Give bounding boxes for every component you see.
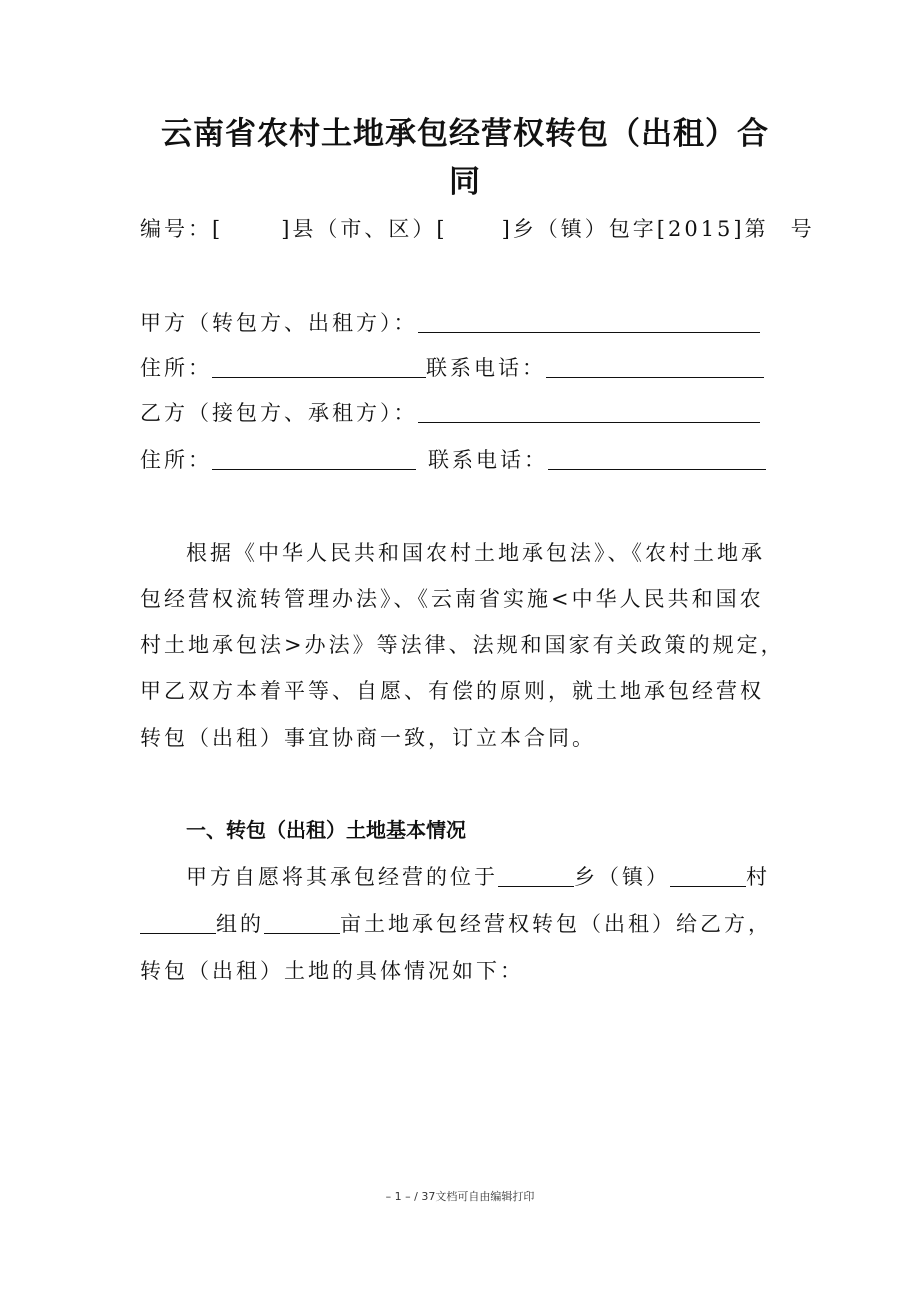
party-a-address-blank[interactable] <box>212 355 426 378</box>
contract-number-line <box>140 214 815 244</box>
document-title-line1: 云南省农村土地承包经营权转包（出租）合 <box>161 116 769 152</box>
party-b-blank[interactable] <box>418 400 760 423</box>
section-1-line-1-b: 乡（镇） <box>574 865 670 889</box>
party-a-address-label: 住所： <box>140 356 212 380</box>
section-1-heading: 一、转包（出租）土地基本情况 <box>186 818 466 842</box>
party-b-label: 乙方（接包方、承租方）： <box>140 401 418 425</box>
section-1-line-2-b: 亩土地承包经营权转包（出租）给乙方， <box>340 912 772 936</box>
section-1-line-1-c: 村 <box>746 865 770 889</box>
party-a-label: 甲方（转包方、出租方）： <box>140 311 418 335</box>
page-footer: – 1 – / 37文档可自由编辑打印 <box>385 1190 535 1203</box>
preamble-line-5: 转包（出租）事宜协商一致，订立本合同。 <box>140 726 596 750</box>
group-blank[interactable] <box>140 911 216 934</box>
section-1-line-2-a: 组的 <box>216 912 264 936</box>
party-a-phone-label: 联系电话： <box>426 356 546 380</box>
section-1-line-1-a: 甲方自愿将其承包经营的位于 <box>186 865 498 889</box>
number-suffix: 号 <box>790 217 815 241</box>
party-a-phone-blank[interactable] <box>546 355 764 378</box>
preamble-line-3: 村土地承包法>办法》等法律、法规和国家有关政策的规定， <box>140 633 785 657</box>
number-label: 编号：[ <box>140 217 224 241</box>
section-1-line-3: 转包（出租）土地的具体情况如下： <box>140 959 524 983</box>
party-a-line <box>140 308 760 338</box>
section-1-line-1 <box>186 862 770 892</box>
section-1-line-2 <box>140 909 772 939</box>
party-b-address-label: 住所： <box>140 448 212 472</box>
document-title-line2: 同 <box>449 164 481 200</box>
preamble-line-2: 包经营权流转管理办法》、《云南省实施<中华人民共和国农 <box>140 587 764 611</box>
party-b-contact-line <box>140 445 766 475</box>
town-blank[interactable] <box>498 864 574 887</box>
party-b-phone-label: 联系电话： <box>428 448 548 472</box>
area-blank[interactable] <box>264 911 340 934</box>
party-b-address-blank[interactable] <box>212 447 416 470</box>
party-b-phone-blank[interactable] <box>548 447 766 470</box>
number-county: ]县（市、区）[ <box>281 217 448 241</box>
party-a-contact-line <box>140 353 764 383</box>
number-town: ]乡（镇）包字[2015]第 <box>501 217 769 241</box>
party-a-blank[interactable] <box>418 310 760 333</box>
party-b-line <box>140 398 760 428</box>
preamble-line-4: 甲乙双方本着平等、自愿、有偿的原则，就土地承包经营权 <box>140 679 764 703</box>
village-blank[interactable] <box>670 864 746 887</box>
preamble-line-1: 根据《中华人民共和国农村土地承包法》、《农村土地承 <box>186 541 765 565</box>
